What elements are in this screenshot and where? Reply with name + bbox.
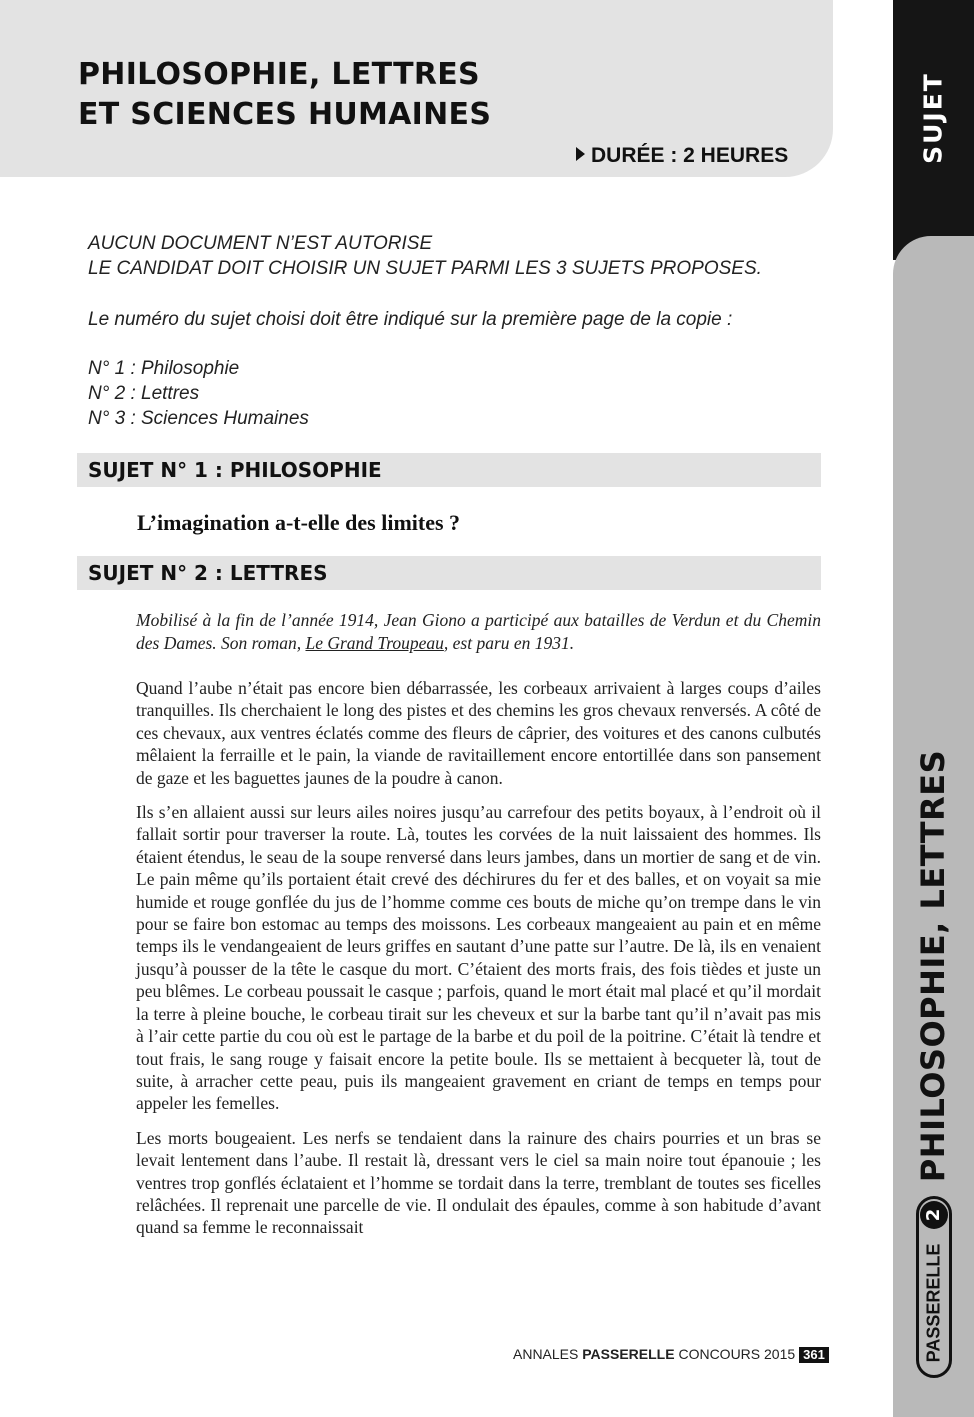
sujet-2-heading: SUJET N° 2 : LETTRES <box>88 561 328 585</box>
play-arrow-icon <box>576 147 585 161</box>
instruction-line-2: LE CANDIDAT DOIT CHOISIR UN SUJET PARMI LES 3 SUJETS PROPOSES. <box>88 258 762 279</box>
logo-text: PASSERELLE <box>923 1243 944 1363</box>
excerpt-paragraph-3: Les morts bougeaient. Les nerfs se tendaient dans la rainure des chairs pourries et un bras se levait lentement dans l’aube. Il restait là, dressant vers le ciel sa main noire tout épanouie ; les ventres trop gonflés éclataient et l’homme se tordait dans la terre, tremblant de toutes ses ficelles relâchées. Il reprenait une parcelle de vie. Il ondulait des épaules, comme à son habitude d’avant quand sa femme le reconnaissait <box>136 1127 821 1238</box>
duration-text: DURÉE : 2 HEURES <box>591 144 789 167</box>
sujet-1-heading-bar <box>77 453 821 487</box>
book-title: Le Grand Troupeau <box>305 633 444 653</box>
footer-suffix: CONCOURS 2015 <box>674 1346 796 1362</box>
instruction-line-1: AUCUN DOCUMENT N’EST AUTORISE <box>88 233 433 254</box>
excerpt-paragraph-1: Quand l’aube n’était pas encore bien débarrassée, les corbeaux arrivaient à larges coups d’ailes tranquilles. Ils cherchaient le long des pistes et des chemins les gros chevaux renversés. A côté de ces chevaux, aux ventres éclatés comme des fleurs de câprier, des voitures et des canons culbutés mêlaient la ferraille et le pain, la viande de ravitaillement encore entortillée dans son pansement de gaze et les baguettes jaunes de la poudre à canon. <box>136 678 821 788</box>
duration-label <box>576 144 788 168</box>
footer-brand: PASSERELLE <box>582 1346 675 1362</box>
option-2: N° 2 : Lettres <box>88 383 200 404</box>
sujet-1-heading: SUJET N° 1 : PHILOSOPHIE <box>88 458 382 482</box>
page-title <box>78 55 491 135</box>
sujet-tab <box>893 0 974 236</box>
option-3: N° 3 : Sciences Humaines <box>88 408 309 429</box>
sujet-tab-label: SUJET <box>918 72 948 164</box>
intro-text-before: Mobilisé à la fin de l’année 1914, Jean Giono a participé aux batailles de Verdun et du Chemin des Dames. Son roman, <box>136 610 821 653</box>
sujet-1-question: L’imagination a-t-elle des limites ? <box>137 510 461 535</box>
sidebar-title-text: PHILOSOPHIE, LETTRES <box>914 749 952 1183</box>
excerpt-paragraph-2: Ils s’en allaient aussi sur leurs ailes noires jusqu’au carrefour des petits boyaux, à l’endroit où il fallait sortir pour traverser la route. Là, toutes les corvées de la nuit laissaient des hommes. Ils étaient étendus, le seau de la soupe renversé dans leurs jambes, dans un mortier de sang et de vin. Le pain même qu’ils portaient était crevé des déchirures du fer et des balles, et on voyait sa mie humide et rouge gonflée du jus de l’homme comme ces bouts de miche qu’on trempe dans le vin pour se faire bon estomac au temps des moissons. Les corbeaux mangeaient au pain et en même temps ils le vendangeaient de leurs griffes en sautant d’une patte sur l’autre. De là, ils en venaient jusqu’à pousser de la tête le casque du mort. C’étaient des morts frais, des fois tièdes et juste un peu blêmes. Le corbeau poussait le casque ; parfois, quand le mort était mal placé et qu’il mordait la terre à pleine bouche, le corbeau tirait sur les cheveux et sur la barbe tant qu’il n’avait pas mis à l’air cette partie du cou où est le partage de la barbe et du poil de la poitrine. C’était là tendre et tout frais, le sang rouge y faisait encore la petite boule. Ils se mettaient à becqueter là, tout de suite, à arracher cette peau, puis ils mangeaient gravement en criant de temps en temps pour appeler les femelles. <box>136 802 821 1114</box>
footer-prefix: ANNALES <box>513 1346 583 1362</box>
page-number: 361 <box>799 1347 829 1363</box>
passerelle-logo <box>916 1196 952 1378</box>
intro-text-after: , est paru en 1931. <box>443 633 575 653</box>
title-line-2: ET SCIENCES HUMAINES <box>78 97 492 132</box>
logo-number: 2 <box>920 1201 948 1229</box>
instruction-line-3: Le numéro du sujet choisi doit être indiqué sur la première page de la copie : <box>88 309 733 330</box>
footer <box>513 1346 829 1363</box>
sujet-2-heading-bar <box>77 556 821 590</box>
title-line-1: PHILOSOPHIE, LETTRES <box>78 57 480 92</box>
option-1: N° 1 : Philosophie <box>88 358 240 379</box>
excerpt-text <box>136 677 821 1251</box>
sujet-2-intro <box>136 609 821 655</box>
